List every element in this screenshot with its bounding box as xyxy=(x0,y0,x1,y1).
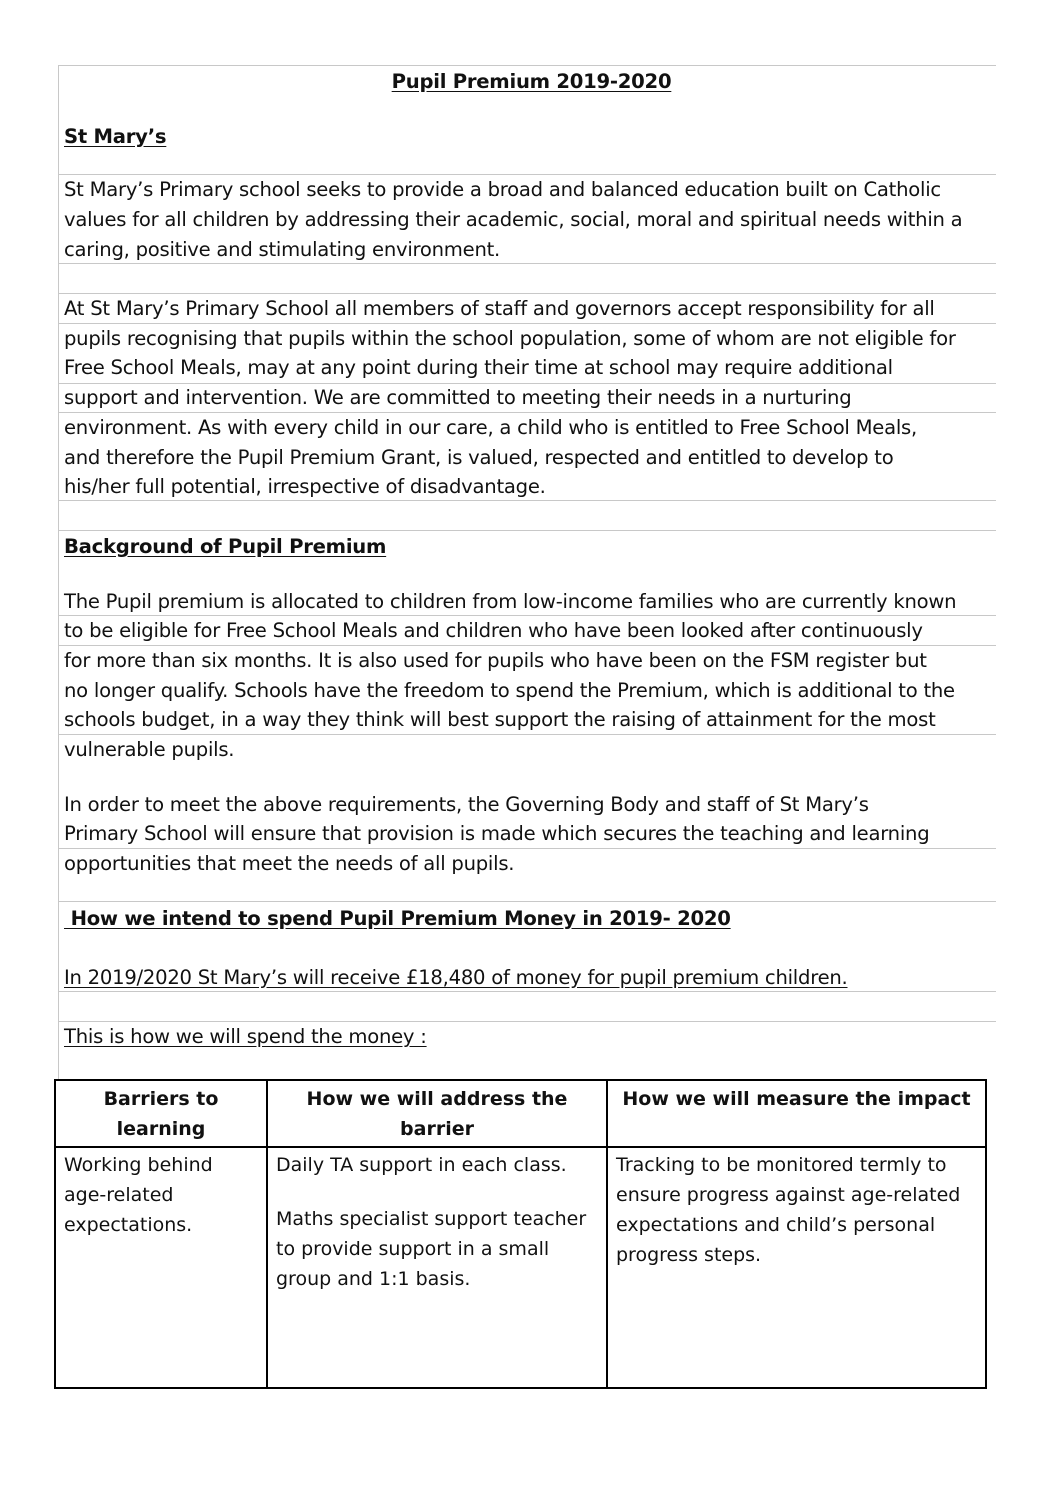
gridline xyxy=(58,530,996,531)
responsibility-line: pupils recognising that pupils within the school population, some of whom are not eligible for xyxy=(64,327,956,350)
school-heading: St Mary’s xyxy=(64,125,167,148)
column-header-address: How we will address the barrier xyxy=(267,1080,607,1147)
requirements-line: Primary School will ensure that provision is made which secures the teaching and learning xyxy=(64,822,930,845)
background-line: for more than six months. It is also used for pupils who have been on the FSM register but xyxy=(64,649,927,672)
pupil-premium-plan-table xyxy=(54,1079,987,1389)
funding-line: In 2019/2020 St Mary’s will receive £18,480 of money for pupil premium children. xyxy=(64,966,848,989)
background-heading: Background of Pupil Premium xyxy=(64,535,387,558)
column-header-barriers: Barriers to learning xyxy=(55,1080,267,1147)
responsibility-line: environment. As with every child in our care, a child who is entitled to Free School Meals, xyxy=(64,416,917,439)
requirements-line: In order to meet the above requirements, the Governing Body and staff of St Mary’s xyxy=(64,793,869,816)
table-row xyxy=(55,1147,986,1388)
gridline xyxy=(58,901,996,902)
barrier-text: Working behind age-related expectations. xyxy=(64,1154,213,1236)
intro-line: values for all children by addressing their academic, social, moral and spiritual needs within a xyxy=(64,208,963,231)
background-line: vulnerable pupils. xyxy=(64,738,235,761)
gridline xyxy=(58,65,996,66)
responsibility-line: support and intervention. We are committed to meeting their needs in a nurturing xyxy=(64,386,852,409)
intro-line: St Mary’s Primary school seeks to provide a broad and balanced education built on Catholic xyxy=(64,178,941,201)
barrier-cell xyxy=(55,1147,267,1388)
background-line: The Pupil premium is allocated to children from low-income families who are currently known xyxy=(64,590,957,613)
impact-text: Tracking to be monitored termly to ensure progress against age-related expectations and child’s personal progress steps. xyxy=(616,1154,961,1266)
requirements-line: opportunities that meet the needs of all pupils. xyxy=(64,852,515,875)
responsibility-line: his/her full potential, irrespective of disadvantage. xyxy=(64,475,546,498)
spend-heading: How we intend to spend Pupil Premium Money in 2019- 2020 xyxy=(64,907,731,930)
left-gridline xyxy=(58,65,59,1080)
responsibility-line: Free School Meals, may at any point during their time at school may require additional xyxy=(64,356,893,379)
background-line: to be eligible for Free School Meals and children who have been looked after continuously xyxy=(64,619,923,642)
background-line: schools budget, in a way they think will best support the raising of attainment for the most xyxy=(64,708,936,731)
address-cell xyxy=(267,1147,607,1388)
address-text: Daily TA support in each class. xyxy=(276,1154,567,1176)
table-header-row xyxy=(55,1080,986,1147)
spend-intro: This is how we will spend the money : xyxy=(64,1025,427,1048)
impact-cell xyxy=(607,1147,986,1388)
responsibility-line: At St Mary’s Primary School all members of staff and governors accept responsibility for all xyxy=(64,297,935,320)
column-header-impact: How we will measure the impact xyxy=(607,1080,986,1147)
address-text: Maths specialist support teacher to provide support in a small group and 1:1 basis. xyxy=(276,1208,587,1290)
intro-line: caring, positive and stimulating environment. xyxy=(64,238,501,261)
responsibility-line: and therefore the Pupil Premium Grant, is valued, respected and entitled to develop to xyxy=(64,446,894,469)
background-line: no longer qualify. Schools have the freedom to spend the Premium, which is additional to the xyxy=(64,679,955,702)
page-title: Pupil Premium 2019-2020 xyxy=(391,70,672,93)
